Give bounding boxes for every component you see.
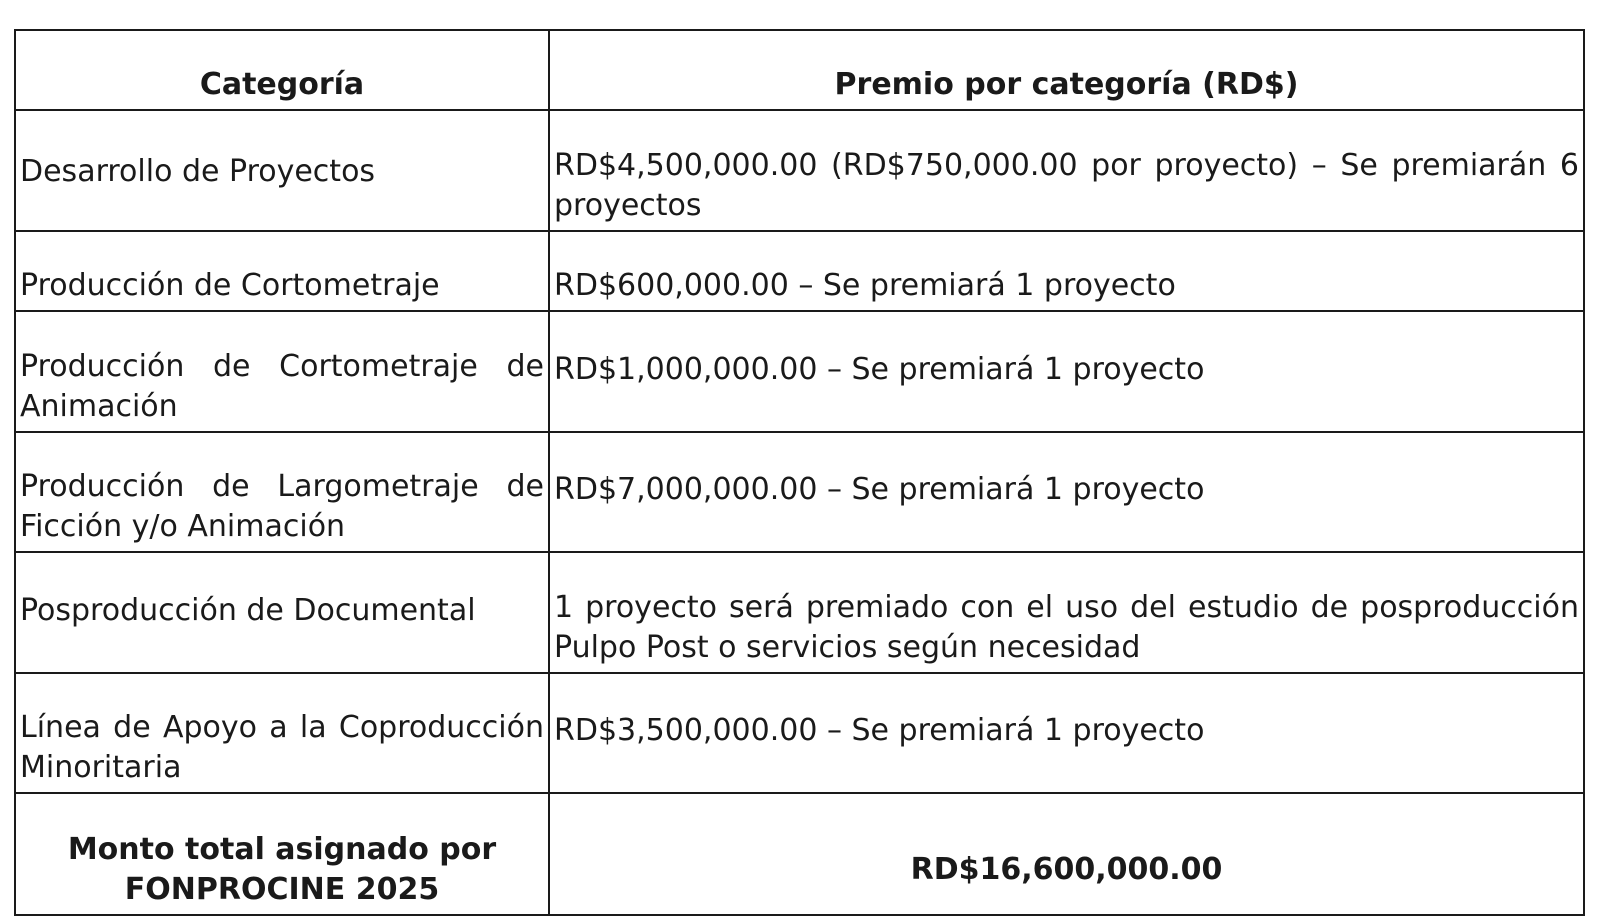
category-column-header: Categoría <box>15 30 549 110</box>
prize-cell: RD$7,000,000.00 – Se premiará 1 proyecto <box>549 432 1584 553</box>
total-row <box>15 793 1584 915</box>
prize-table <box>14 29 1585 916</box>
prize-cell: RD$600,000.00 – Se premiará 1 proyecto <box>549 231 1584 312</box>
prize-cell: RD$4,500,000.00 (RD$750,000.00 por proyecto) – Se premiarán 6 proyectos <box>549 110 1584 231</box>
category-cell: Posproducción de Documental <box>15 552 549 673</box>
prize-column-header: Premio por categoría (RD$) <box>549 30 1584 110</box>
table-row <box>15 552 1584 673</box>
table-row <box>15 432 1584 553</box>
prize-cell: RD$3,500,000.00 – Se premiará 1 proyecto <box>549 673 1584 794</box>
table-row <box>15 311 1584 432</box>
table-row <box>15 110 1584 231</box>
total-value: RD$16,600,000.00 <box>549 793 1584 915</box>
category-cell: Desarrollo de Proyectos <box>15 110 549 231</box>
category-cell: Producción de Largometraje de Ficción y/o Animación <box>15 432 549 553</box>
table-row <box>15 231 1584 312</box>
total-label: Monto total asignado por FONPROCINE 2025 <box>15 793 549 915</box>
category-cell: Producción de Cortometraje de Animación <box>15 311 549 432</box>
category-cell: Producción de Cortometraje <box>15 231 549 312</box>
prize-cell: 1 proyecto será premiado con el uso del estudio de posproducción Pulpo Post o servicios según necesidad <box>549 552 1584 673</box>
table-row <box>15 673 1584 794</box>
table-header-row <box>15 30 1584 110</box>
prize-cell: RD$1,000,000.00 – Se premiará 1 proyecto <box>549 311 1584 432</box>
category-cell: Línea de Apoyo a la Coproducción Minoritaria <box>15 673 549 794</box>
